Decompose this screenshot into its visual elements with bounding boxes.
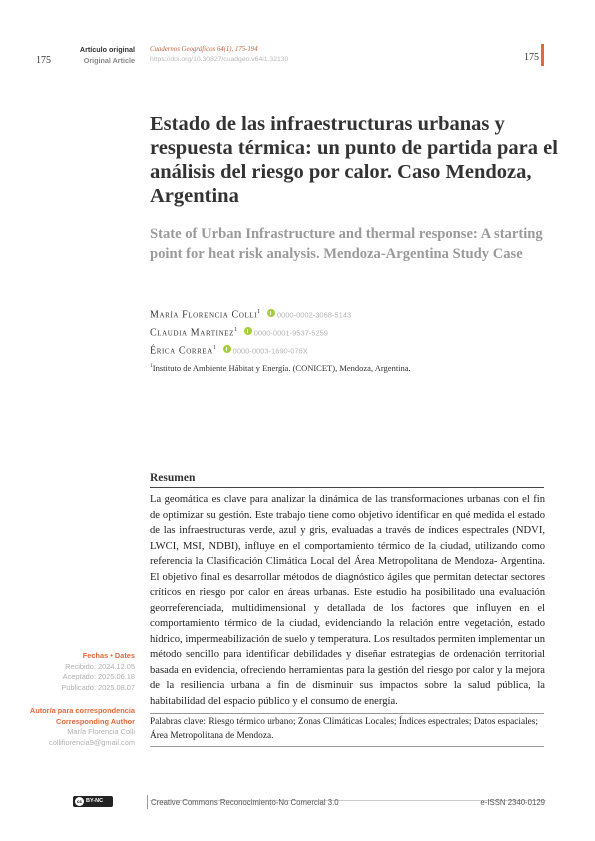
article-type-es: Artículo original — [79, 45, 135, 54]
page-accent-bar — [541, 44, 544, 66]
author-sup: 1 — [212, 345, 217, 351]
journal-info — [150, 45, 288, 65]
affiliation — [150, 363, 411, 373]
date-received: Recibido: 2024.12.05 — [65, 661, 135, 671]
corr-name: María Florencia Colli — [67, 727, 135, 736]
author-name: María Florencia Colli — [150, 309, 258, 321]
footer-divider-vertical — [147, 795, 148, 809]
affiliation-text: Instituto de Ambiente Hábitat y Energía. (CONICET), Mendoza, Argentina. — [152, 363, 411, 373]
date-published: Publicado: 2025.08.07 — [61, 682, 135, 692]
doi-link[interactable]: https://doi.org/10.30827/cuadgeo.v64i1.32130 — [150, 56, 289, 63]
article-type — [80, 44, 135, 66]
author-name: Claudia Martinez — [150, 327, 235, 339]
corr-heading-es: Autor/a para correspondencia — [29, 706, 135, 715]
date-accepted: Aceptado: 2025.06.18 — [62, 672, 135, 681]
author-sup: 1 — [234, 327, 238, 333]
orcid-icon[interactable] — [244, 327, 252, 335]
corr-email[interactable]: collifiorencia9@gmail.com — [49, 737, 135, 747]
author-sup: 1 — [257, 309, 261, 315]
orcid-link[interactable]: 0000-0001-9537-5259 — [253, 328, 328, 338]
orcid-icon[interactable] — [267, 309, 275, 317]
page-number-left: 175 — [36, 55, 51, 66]
keywords-divider-top — [150, 713, 544, 714]
author-name: Érica Correa — [150, 345, 213, 357]
journal-citation: Cuadernos Geográficos 64(1), 175-194 — [150, 46, 258, 53]
page-number-right: 175 — [524, 52, 539, 63]
article-type-en: Original Article — [83, 56, 135, 65]
dates-heading: Fechas • Dates — [82, 651, 135, 660]
dates-block — [61, 651, 135, 693]
license-text: Creative Commons Reconocimiento-No Comercial 3.0 — [151, 798, 339, 807]
orcid-link[interactable]: 0000-0003-1690-076X — [232, 346, 308, 356]
keywords: Palabras clave: Riesgo térmico urbano; Zonas Climáticas Locales; Índices espectrales; Datos espaciales; Área Metropolitana de Mendoza. — [150, 717, 539, 741]
author-3 — [150, 345, 308, 356]
abstract-divider — [150, 487, 544, 488]
abstract-heading: Resumen — [150, 472, 196, 484]
orcid-icon[interactable] — [223, 345, 231, 353]
affiliation-sup: 1 — [150, 363, 153, 370]
author-2 — [150, 327, 328, 338]
cc-license-badge[interactable] — [73, 796, 113, 807]
cc-label: BY-NC — [86, 798, 104, 804]
issn: e-ISSN 2340-0129 — [480, 798, 545, 807]
article-title: Estado de las infraestructuras urbanas y respuesta térmica: un punto de partida para el análisis del riesgo por calor. Caso Mendoza, Argentina — [150, 113, 558, 207]
corr-heading-en: Corresponding Author — [56, 716, 135, 726]
cc-icon: cc — [76, 799, 82, 804]
correspondence-block — [30, 706, 135, 748]
keywords-divider-bottom — [150, 746, 544, 747]
abstract-body: La geomática es clave para analizar la dinámica de las transformaciones urbanas con el fin de optimizar su gestión. Este trabajo tiene como objetivo identificar en qué medida el estado de las infraestructuras verde, azul y gris, evaluadas a través de índices espectrales (NDVI, LWCI, MSI, NDBI), influye en el comportamiento térmico de la ciudad, utilizando como referencia la Clasificación Climática Local del Área Metropolitana de Mendoza- Argentina. El objetivo final es desarrollar métodos de diagnóstico ágiles que permitan detectar sectores críticos en riesgo por calor en áreas urbanas. Este estudio ha posibilitado una evaluación georreferenciada, multidimensional y detallada de los factores que influyen en el comportamiento térmico de la ciudad, evidenciando la relación entre vegetación, estado hídrico, impermeabilización de suelo y temperatura. Los resultados permiten implementar un método sencillo para identificar debilidades y diseñar estrategias de ordenación territorial basada en evidencia, ofreciendo herramientas para la gestión del riesgo por calor y la mejora de la resiliencia urbana a fin de disminuir sus impactos sobre la salud pública, la habitabilidad del espacio público y el consumo de energía. — [150, 494, 545, 707]
orcid-link[interactable]: 0000-0002-3068-5143 — [276, 310, 352, 320]
article-subtitle: State of Urban Infrastructure and thermal response: A starting point for heat risk analysis. Mendoza-Argentina Study Case — [150, 226, 543, 262]
author-1 — [150, 309, 351, 320]
